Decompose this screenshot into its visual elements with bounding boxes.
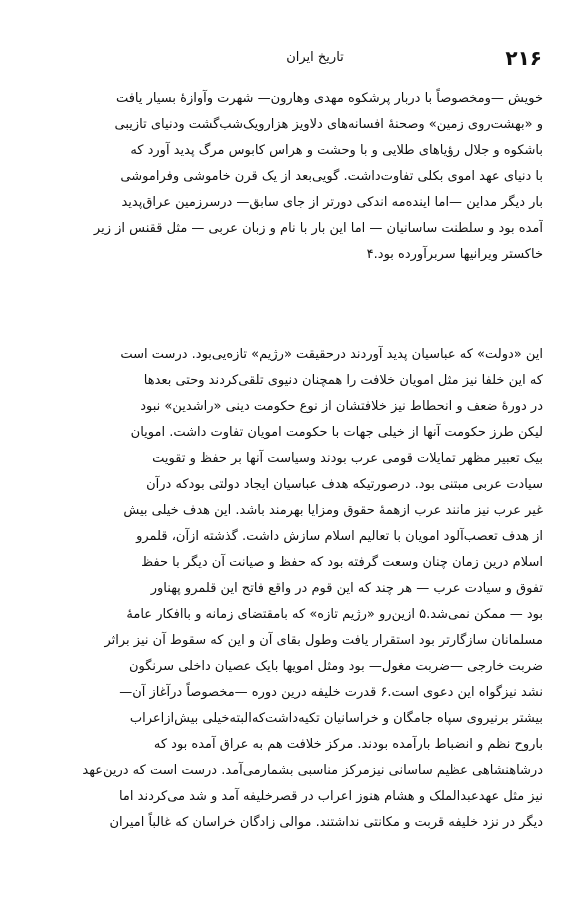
page-header — [88, 36, 542, 76]
text-line: باشکوه و جلال رؤیاهای طلایی و با وحشت و هراس کابوس مرگ پدید آورد که — [130, 143, 543, 158]
text-line: اسلام درین زمان چنان وسعت گرفته بود که حفظ و صیانت آن دیگر با حفظ — [141, 555, 543, 570]
text-line: بیک تعبیر مظهر تمایلات قومی عرب بودند وسیاست آنها بر حفظ و تقویت — [152, 451, 543, 466]
text-line: ضربت خارجی —ضربت مغول— بود ومثل امویها بایک عصیان داخلی سرنگون — [128, 659, 543, 674]
text-line: تفوق و سیادت عرب — هر چند که این قوم در واقع فاتح این قلمرو پهناور — [150, 581, 543, 596]
paragraph-2 — [38, 342, 543, 836]
text-line: بار دیگر مداین —اما اینده‌مه اندکی دورتر از جای سابق— درسرزمین عراق‌پدید — [121, 195, 543, 210]
paragraph-1 — [38, 86, 543, 268]
page-number: ۲۱۶ — [505, 46, 542, 70]
text-line: از هدف تعصب‌آلود امویان با تعالیم اسلام سازش داشت. گذشته ازآن، قلمرو — [136, 529, 543, 544]
text-line: خاکستر ویرانیها سربرآورده بود.۴ — [366, 247, 543, 262]
text-line: بود — ممکن نمی‌شد.۵ ازین‌رو «رژیم تازه» که بامقتضای زمانه و باافکار عامهٔ — [126, 607, 543, 622]
text-line: با دنیای عهد اموی بکلی تفاوت‌داشت. گویی‌بعد از یک قرن خاموشی وفراموشی — [120, 169, 543, 184]
text-line: این «دولت» که عباسیان پدید آوردند درحقیقت «رژیم» تازه‌یی‌بود. درست است — [120, 347, 543, 362]
text-line: درشاهنشاهی عظیم ساسانی نیزمرکز مناسبی بشمارمی‌آمد. درست است که درین‌عهد — [82, 763, 543, 778]
text-line: باروح نظم و انضباط بارآمده بودند. مرکز خلافت هم به عراق آمده بود که — [153, 737, 543, 752]
text-line: نشد نیزگواه این دعوی است.۶ قدرت خلیفه درین دوره —مخصوصاً درآغاز آن— — [119, 685, 543, 700]
text-line: مسلمانان سازگارتر بود استقرار یافت وطول بقای آن و این که سقوط آن نیز براثر — [104, 633, 543, 648]
text-line: بیشتر برنیروی سپاه جامگان و خراسانیان تکیه‌داشت‌که‌البته‌خیلی بیش‌ازاعراب — [129, 711, 543, 726]
text-line: دیگر در نزد خلیفه قربت و مکانتی نداشتند. موالی زادگان خراسان که غالباً امیران — [109, 815, 543, 830]
text-line: غیر عرب نیز مانند عرب ازهمهٔ حقوق ومزایا بهرمند باشد. این هدف خیلی بیش — [123, 503, 543, 518]
text-line: که این خلفا نیز مثل امویان خلافت را همچنان دنیوی تلقی‌کردند وحتی بعدها — [143, 373, 543, 388]
text-line: سیادت عربی مبتنی بود. درصورتیکه هدف عباسیان ایجاد دولتی بودکه درآن — [146, 477, 543, 492]
text-line: خویش —ومخصوصاً با دربار پرشکوه مهدی وهارون— شهرت وآوازهٔ بسیار یافت — [115, 91, 543, 106]
text-line: آمده بود و سلطنت ساسانیان — اما این بار با نام و زبان عربی — مثل ققنس از زیر — [93, 221, 543, 236]
text-line: و «بهشت‌روی زمین» وصحنهٔ افسانه‌های دلاویز هزارویک‌شب‌گشت ودنیای تازیبی — [114, 117, 543, 132]
text-line: در دورهٔ ضعف و انحطاط نیز خلافتشان از نوع حکومت دینی «راشدین» نبود — [140, 399, 543, 414]
running-title: تاریخ ایران — [286, 50, 344, 65]
text-line: نیز مثل عهدعبدالملک و هشام هنوز اعراب در قصرخلیفه آمد و شد می‌کردند اما — [118, 789, 543, 804]
text-line: لیکن طرز حکومت آنها از خیلی جهات با حکومت امویان تفاوت داشت. امویان — [130, 425, 543, 440]
